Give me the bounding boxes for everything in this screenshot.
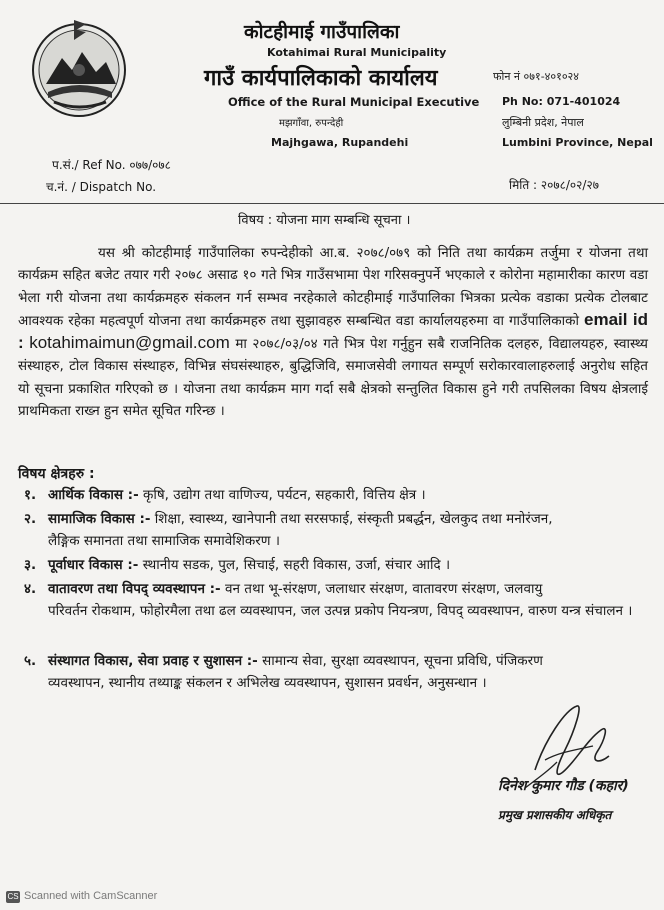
- camscanner-watermark: Scanned with CamScanner: [24, 890, 158, 902]
- sector-item: [24, 508, 644, 553]
- sector-title: पूर्वाधार विकास :-: [48, 557, 139, 573]
- sector-text: स्थानीय सडक, पुल, सिचाई, सहरी विकास, उर्जा, संचार आदि ।: [142, 557, 451, 573]
- sectors-heading: विषय क्षेत्रहरु :: [18, 466, 95, 482]
- sector-item: [24, 484, 644, 506]
- sector-title: वातावरण तथा विपद् व्यवस्थापन :-: [48, 581, 221, 597]
- sector-text: कृषि, उद्योग तथा वाणिज्य, पर्यटन, सहकारी, वित्तिय क्षेत्र ।: [142, 487, 426, 503]
- government-emblem-icon: [26, 14, 132, 120]
- header-divider: [0, 203, 664, 204]
- sector-number: १.: [24, 487, 37, 503]
- sector-text: वन तथा भू-संरक्षण, जलाधार संरक्षण, वातावरण संरक्षण, जलवायु: [224, 581, 543, 597]
- body-part-2: मा २०७८/०३/०४ गते भित्र पेश गर्नुहुन सबै राजनितिक दलहरु, विद्यालयहरु, स्वास्थ्य संस्थाहरु, टोल विकास संस्थाहरु, विभिन्न संघसंस्थाहरु, बुद्धिजिवि, समाजसेवी लगायत सम्पूर्ण सरोकारवालाहरुलाई अनुरोध सहित यो सूचना प्रकाशित गरिएको छ । योजना तथा कार्यक्रम माग गर्दा सबै क्षेत्रको सन्तुलित विकास हुने गरी तपसिलका विषय क्षेत्रलाई प्राथमिकता राख्न हुन समेत सूचित गरिन्छ ।: [18, 336, 648, 420]
- date-value: २०७८/०२/२७: [540, 178, 599, 192]
- dispatch-number: च.नं. / Dispatch No.: [46, 180, 157, 194]
- sector-title: आर्थिक विकास :-: [48, 487, 139, 503]
- sector-number: ४.: [24, 581, 37, 597]
- ref-label: प.सं./ Ref No.: [52, 158, 126, 172]
- sector-text: शिक्षा, स्वास्थ्य, खानेपानी तथा सरसफाई, संस्कृती प्रबर्द्धन, खेलकुद तथा मनोरंजन,: [154, 511, 553, 527]
- ref-value: ०७७/०७८: [129, 158, 171, 172]
- phone-nepali: फोन नं ०७१-४०१०२४: [493, 70, 579, 83]
- body-part-1: यस श्री कोटहीमाई गाउँपालिका रुपन्देहीको आ.ब. २०७८/०७९ को निति तथा कार्यक्रम तर्जुमा र योजना तथा कार्यक्रम सहित बजेट तयार गरी २०७८ असाढ १० गते भित्र गाउँसभामा पेश गरिसक्नुपर्ने भएकाले र कोरोना महामारीका कारण वडा भेला गरी योजना तथा कार्यक्रमहरु संकलन गर्न सम्भव नरहेकाले कोटहीमाई गाउँपालिका भित्रका प्रत्येक वडाका प्रत्येक टोलबाट आवश्यक रहेका महत्वपूर्ण योजना तथा कार्यक्रमहरु तथा सुझावहरु सम्बन्धित वडा कार्यालयहरुमा वा गाउँपालिकाको: [18, 245, 648, 329]
- email-address: kotahimaimun@gmail.com: [29, 333, 230, 353]
- office-name-english: Kotahimai Rural Municipality: [267, 46, 447, 59]
- province-nepali: लुम्बिनी प्रदेश, नेपाल: [502, 116, 584, 129]
- sector-number: ५.: [24, 653, 37, 669]
- office-name-nepali: कोटहीमाई गाउँपालिका: [244, 21, 400, 43]
- subject-line: विषय : योजना माग सम्बन्धि सूचना ।: [238, 213, 411, 228]
- address-nepali: मझगाँवा, रुपन्देही: [279, 118, 344, 129]
- phone-english: Ph No: 071-401024: [502, 95, 621, 108]
- signatory-title: प्रमुख प्रशासकीय अधिकृत: [498, 808, 612, 822]
- sector-item: [24, 554, 644, 576]
- ref-number: [52, 156, 171, 173]
- email-label: email id :: [18, 309, 648, 353]
- sector-item: [24, 578, 644, 623]
- sector-text-continued: लैङ्गिक समानता तथा सामाजिक समावेशिकरण ।: [48, 533, 280, 550]
- office-title-english: Office of the Rural Municipal Executive: [228, 95, 480, 109]
- sector-item: [24, 650, 644, 695]
- sector-text-continued: परिवर्तन रोकथाम, फोहोरमैला तथा ढल व्यवस्थापन, जल उत्पन्न प्रकोप नियन्त्रण, विपद् व्यवस्थापन, वारुण यन्त्र संचालन ।: [48, 603, 633, 620]
- sector-title: सामाजिक विकास :-: [48, 511, 151, 527]
- sector-title: संस्थागत विकास, सेवा प्रवाह र सुशासन :-: [48, 653, 258, 669]
- sector-text: सामान्य सेवा, सुरक्षा व्यवस्थापन, सूचना प्रविधि, पंजिकरण: [262, 653, 543, 669]
- date: [509, 176, 599, 193]
- office-title-nepali: गाउँ कार्यपालिकाको कार्यालय: [204, 66, 438, 91]
- sector-text-continued: व्यवस्थापन, स्थानीय तथ्याङ्क संकलन र अभिलेख व्यवस्थापन, सुशासन प्रवर्धन, अनुसन्धान ।: [48, 675, 487, 692]
- notice-body: [18, 242, 648, 422]
- sector-number: ३.: [24, 557, 37, 573]
- date-label: मिति :: [509, 178, 538, 192]
- sector-number: २.: [24, 511, 37, 527]
- province-english: Lumbini Province, Nepal: [502, 136, 653, 149]
- signatory-name: दिनेश कुमार गौड (कहार): [498, 778, 629, 794]
- camscanner-logo: CS: [7, 892, 19, 901]
- address-english: Majhgawa, Rupandehi: [271, 136, 409, 149]
